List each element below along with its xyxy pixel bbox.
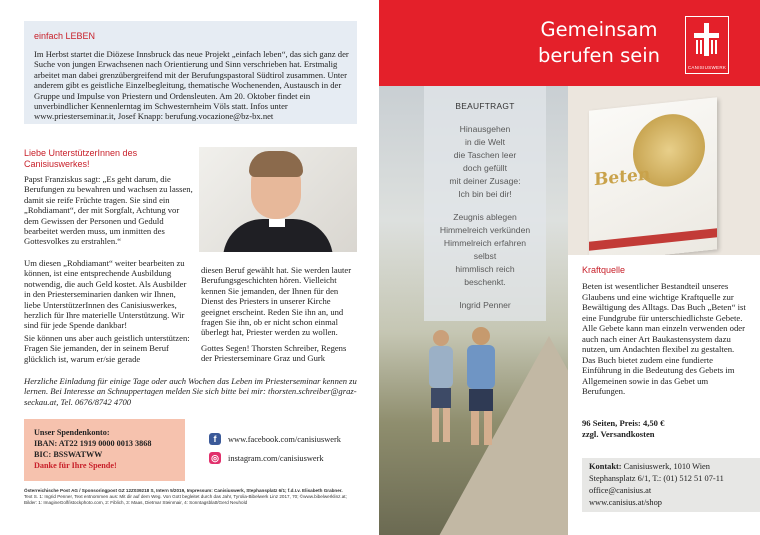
poem-line: Himmelreich erfahren — [443, 238, 527, 248]
poem-line: beschenkt. — [464, 277, 506, 287]
priest-photo — [199, 147, 357, 252]
letter-heading: Liebe UnterstützerInnen des Canisiuswerkes! — [24, 148, 138, 169]
instagram-url: instagram.com/canisiuswerk — [228, 453, 324, 463]
donation-box — [24, 419, 185, 481]
facebook-link[interactable] — [209, 433, 341, 445]
poem-author: Ingrid Penner — [459, 300, 511, 310]
contact-email[interactable]: office@canisius.at — [589, 486, 652, 495]
einfach-leben-text: Im Herbst startet die Diözese Innsbruck das neue Projekt „einfach leben“, das sich ganz der Suche von jungen Erwachsenen nach Orientierung und Sinn verschrieben hat. Erstmalig arbeitet man dabei grenzübergreifend mit der Berufungspastoral Südtirol zusammen. Unter anderem gibt es geistliche Einzelbegleitung, thematische Wochenenden, Austausch in der Gruppe und Impulse von Priestern und Ordensleuten. Am 20. Oktober findet ein unverbindlicher Kennenlerntag im Schwesternheim Völs statt. Infos unter www.priesterseminar.it, Josef Knapp: berufung.vocazione@bz-bx.net — [34, 49, 349, 122]
book-price — [582, 418, 742, 440]
poem-line: Hinausgehen — [459, 124, 511, 134]
facebook-icon: f — [209, 433, 221, 445]
facebook-url: www.facebook.com/canisiuswerk — [228, 434, 341, 444]
letter-signature: Gottes Segen! Thorsten Schreiber, Regens der Priesterseminare Graz und Gurk — [201, 343, 347, 364]
contact-box — [582, 458, 760, 512]
imprint-line-3: Bilder: 1: ImagineGolf/istockphoto.com, 2: Fiblich, 3: Maas, Dietmar Steinmair, 4: Sonntagsblatt/Gerd Neuhold — [24, 500, 248, 506]
poem-line: doch gefüllt — [463, 163, 507, 173]
einfach-leben-box — [24, 21, 357, 124]
poem-line: Zeugnis ablegen — [453, 212, 517, 222]
letter-paragraph-2: Um diesen „Rohdiamant“ weiter bearbeiten zu können, ist eine entsprechende Ausbildung notwendig, die auch Geld kostet. Als Ausbilder in den Priesterseminarien danken wir Ihnen, liebe UnterstützerInnen des Canisiuswerkes, herzlich für Ihre materielle Unterstützung. Wir sind für jede Spende dankbar! — [24, 258, 187, 331]
page-title — [529, 17, 669, 69]
donation-iban: IBAN: AT22 1919 0000 0013 3868 — [34, 439, 152, 448]
boy-2-figure — [461, 326, 501, 450]
book-cover-title: Beten — [594, 164, 651, 191]
boy-1-figure — [423, 328, 459, 448]
letter-paragraph-3: Sie können uns aber auch geistlich unterstützen: Fragen Sie jemanden, der in seinem Beruf glücklich ist, warum er/sie gerade — [24, 333, 190, 364]
einfach-leben-heading: einfach LEBEN — [34, 31, 96, 41]
poem-line: die Taschen leer — [453, 150, 517, 160]
poem-line — [424, 289, 546, 299]
price-line-2: zzgl. Versandkosten — [582, 429, 655, 439]
instagram-link[interactable] — [209, 452, 324, 464]
cross-logo-icon — [686, 20, 727, 60]
letter-paragraph-1: Papst Franziskus sagt: „Es geht darum, die Berufungen zu bewahren und wachsen zu lassen, damit sie reife Früchte tragen. Sie sind ein „Rohdiamant“, der mit Sorgfalt, Achtung vor dem Gewissen der Personen und Geduld bearbeitet werden muss, um inmitten des Gottesvolkes zu erstrahlen.“ — [24, 174, 193, 247]
poem-line — [424, 201, 546, 211]
donation-thanks: Danke für Ihre Spende! — [34, 461, 117, 470]
letter-paragraph-4: diesen Beruf gewählt hat. Sie werden lauter Berufungsgeschichten hören. Vielleicht kennen Sie jemanden, der Ihnen für den Dienst des Priesters in unserer Kirche geeignet erscheint. Reden Sie ihn an, und fragen Sie ihn, ob er nicht schon einmal überlegt hat, Priester werden zu wollen. — [201, 265, 352, 338]
book-heading: Kraftquelle — [582, 265, 626, 275]
title-line-2: berufen sein — [537, 44, 661, 67]
contact-shop-link[interactable]: www.canisius.at/shop — [589, 498, 662, 507]
canisiuswerk-logo — [685, 16, 729, 74]
invitation-text: Herzliche Einladung für einige Tage oder auch Wochen das Leben im Priesterseminar kennen zu lernen. Bei Interesse an Schnuppertagen melden Sie sich bitte bei mir: thorsten.schreiber@graz-seckau.at, Tel. 0676/8742 4700 — [24, 376, 357, 407]
poem-line: Himmelreich verkünden — [439, 225, 531, 235]
instagram-icon: ◎ — [209, 452, 221, 464]
poem-lines — [424, 123, 546, 312]
poem-line: mit deiner Zusage: — [449, 176, 521, 186]
imprint — [24, 488, 364, 507]
donation-bic: BIC: BSSWATWW — [34, 450, 103, 459]
logo-text: CANISIUSWERK — [687, 65, 727, 70]
header-banner — [379, 0, 760, 86]
imprint-line-1: Österreichische Post AG / Sponsoringpost GZ 12Z039218 S, Intern 5/2019, Impressum: Canisiuswerk, Stephansplatz 6/1; f.d.I.v. Elisabeth Grabner. — [24, 488, 343, 493]
imprint-line-2: Text S. 1: Ingrid Penner, Text entnommen aus: Mit dir auf dem Weg. Von Gott begleitet durch das Jahr, Tyrolia-Bibelwerk Linz 2017, 70; ©www.bibelwerklinz.at; — [24, 494, 347, 500]
contact-line-1-text: Canisiuswerk, 1010 Wien — [623, 462, 710, 471]
donation-title: Unser Spendenkonto: — [34, 428, 110, 437]
poem-line: in die Welt — [465, 137, 505, 147]
contact-line-2: Stephansplatz 6/1, T.: (01) 512 51 07-11 — [589, 474, 724, 483]
poem-panel — [424, 86, 546, 321]
contact-line-1: Kontakt: Canisiuswerk, 1010 Wien — [589, 462, 710, 471]
book-description: Beten ist wesentlicher Bestandteil unseres Glaubens und eine wichtige Kraftquelle zur Bewältigung des Alltags. Das Buch „Beten“ ist eine Fundgrube für unterschiedlichste Gebete. Alle Gebete kann man einzeln verwenden oder auch nach einer Art Baukastensystem dazu nutzen, um Andachten flexibel zu gestalten. Das Buch bietet zudem eine fundierte Einführung in die Bedeutung des Gebets im Allgemeinen sowie in das Gebet um Berufungen. — [582, 281, 746, 396]
poem-heading: BEAUFTRAGT — [455, 101, 515, 111]
price-line-1: 96 Seiten, Preis: 4,50 € — [582, 418, 665, 428]
poem-line: Ich bin bei dir! — [458, 189, 512, 199]
title-line-1: Gemeinsam — [540, 18, 658, 41]
poem-line: selbst — [473, 251, 497, 261]
poem-line: himmlisch reich — [455, 264, 515, 274]
book-cover — [589, 97, 717, 262]
